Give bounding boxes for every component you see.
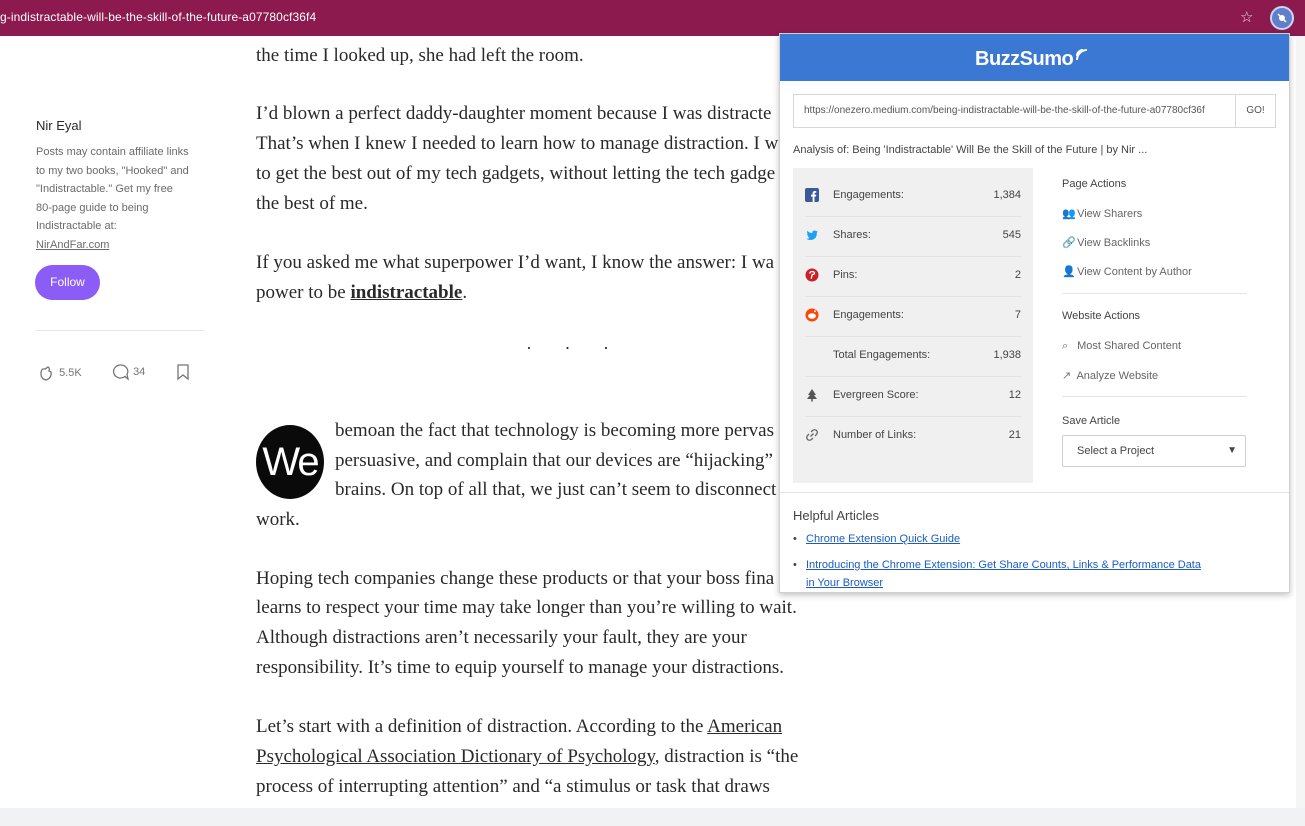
actions-divider — [1062, 293, 1247, 294]
article-line: work. — [256, 509, 300, 530]
page-actions-title: Page Actions — [1062, 178, 1127, 190]
bookmark-button[interactable] — [176, 363, 190, 381]
user-icon: 👤 — [1062, 266, 1076, 278]
chrome-extension-guide-link[interactable]: Chrome Extension Quick Guide — [806, 533, 961, 545]
stat-row: Engagements: 7 — [805, 296, 1021, 337]
sidebar-divider — [36, 330, 204, 331]
clap-button[interactable] — [36, 363, 82, 383]
bottom-strip — [0, 808, 1305, 826]
article-line: power to be indistractable. — [256, 282, 468, 303]
article-line: I’d blown a perfect daddy-daughter moment because I was distracte — [256, 103, 772, 124]
buzzsumo-logo: BuzzSumo — [975, 48, 1073, 71]
apa-dictionary-link[interactable]: Psychological Association Dictionary of Psychology — [256, 746, 655, 767]
article-line: to get the best out of my tech gadgets, without letting the tech gadge — [256, 163, 776, 184]
bookmark-icon — [176, 363, 190, 381]
author-bio: Posts may contain affiliate links to my two books, "Hooked" and "Indistractable." Get my free 80-page guide to being Indistractable at: NirAndFar.com — [36, 143, 212, 254]
stat-row: Pins: 2 — [805, 256, 1021, 297]
view-sharers-link[interactable]: 👥 View Sharers — [1062, 208, 1143, 220]
article-line: If you asked me what superpower I’d want, I know the answer: I wa — [256, 252, 775, 273]
save-article-title: Save Article — [1062, 415, 1121, 427]
popup-divider — [780, 492, 1289, 493]
article-line: persuasive, and complain that our devices are “hijacking” — [335, 450, 773, 471]
article-line: That’s when I knew I needed to learn how to manage distraction. I w — [256, 133, 779, 154]
author-name[interactable]: Nir Eyal — [36, 118, 82, 133]
signal-waves-icon — [1073, 44, 1093, 64]
stat-row: Engagements: 1,384 — [805, 176, 1021, 217]
twitter-icon — [805, 228, 819, 242]
link-icon: 🔗 — [1062, 237, 1076, 249]
address-bar-url[interactable]: g-indistractable-will-be-the-skill-of-the-future-a07780cf36f4 — [0, 10, 317, 24]
analysis-title: Analysis of: Being 'Indistractable' Will Be the Skill of the Future | by Nir ... — [793, 144, 1148, 156]
article-line: Although distractions aren’t necessarily your fault, they are your — [256, 627, 747, 648]
browser-toolbar — [0, 0, 1305, 36]
chevron-down-icon: ▼ — [1227, 445, 1237, 456]
stat-row: Number of Links: 21 — [805, 416, 1021, 456]
scrollbar-gutter[interactable] — [1296, 36, 1305, 808]
search-icon: ⌕ — [1062, 340, 1069, 352]
article-line: Psychological Association Dictionary of Psychology, distraction is “the — [256, 746, 799, 767]
actions-divider — [1062, 396, 1247, 397]
article-line: the time I looked up, she had left the room. — [256, 45, 584, 66]
helpful-articles-title: Helpful Articles — [793, 508, 879, 523]
follow-button[interactable]: Follow — [35, 265, 100, 300]
author-website-link[interactable]: NirAndFar.com — [36, 238, 110, 251]
article-line: learns to respect your time may take longer than you’re willing to wait. — [256, 597, 797, 618]
analysis-url-input[interactable]: https://onezero.medium.com/being-indistractable-will-be-the-skill-of-the-future-a07780cf36f — [793, 94, 1236, 128]
comment-icon — [112, 363, 130, 381]
analyze-website-link[interactable]: ↗ Analyze Website — [1062, 370, 1159, 382]
view-content-by-author-link[interactable]: 👤 View Content by Author — [1062, 266, 1192, 278]
stat-row: Shares: 545 — [805, 216, 1021, 257]
trend-icon: ↗ — [1062, 370, 1072, 382]
apa-link[interactable]: American — [707, 716, 783, 737]
article-line: process of interrupting attention” and “a stimulus or task that draws — [256, 776, 770, 797]
responses-button[interactable] — [112, 363, 145, 381]
article-line: brains. On top of all that, we just can’t seem to disconnect — [335, 479, 777, 500]
users-icon: 👥 — [1062, 208, 1076, 220]
section-break: · · · — [526, 338, 623, 358]
drop-cap: We — [256, 425, 324, 499]
article-line: responsibility. It’s time to equip yourself to manage your distractions. — [256, 657, 785, 678]
buzzsumo-popup: BuzzSumo https://onezero.medium.com/being-indistractable-will-be-the-skill-of-the-future-a07780cf36f GO! Analysis of: Being 'Indistractable' Will Be the Skill of the Future | by Nir ... Engagements: 1,384 Shares: 545 Pins: 2 Engagements: 7 Total Engagements: 1,938 Evergreen Score: 12 Number of Links: 21 Page Actions 👥 View Sharers 🔗 View Backlinks 👤 View Content by Author Website Actions ⌕ Most Shared Content ↗ Analyze Website Save Article Select a Project ▼ Helpful Articles • Chrome Extension Quick Guide • Introducing the Chrome Extension: Get Share Counts, Links & Performance Data in Your Browser — [779, 33, 1290, 593]
stats-panel — [793, 168, 1033, 483]
indistractable-link[interactable]: indistractable — [350, 282, 463, 303]
article-line: Hoping tech companies change these products or that your boss fina — [256, 568, 775, 589]
article-line: the best of me. — [256, 193, 368, 214]
reddit-icon — [805, 308, 819, 322]
introducing-extension-link[interactable]: Introducing the Chrome Extension: Get Share Counts, Links & Performance Data in Your Browser — [806, 559, 1201, 589]
most-shared-content-link[interactable]: ⌕ Most Shared Content — [1062, 340, 1182, 352]
link-icon — [805, 428, 819, 442]
article-line: bemoan the fact that technology is becoming more pervas — [335, 420, 774, 441]
evergreen-tree-icon — [805, 388, 819, 402]
responses-count: 34 — [133, 365, 146, 378]
article-line: Let’s start with a definition of distraction. According to the American — [256, 716, 783, 737]
stat-row: Total Engagements: 1,938 — [805, 336, 1021, 377]
buzzsumo-extension-icon[interactable] — [1270, 6, 1294, 30]
popup-header — [780, 34, 1289, 81]
facebook-icon — [805, 188, 819, 202]
pinterest-icon — [805, 268, 819, 282]
website-actions-title: Website Actions — [1062, 310, 1141, 322]
bookmark-star-icon[interactable]: ☆ — [1240, 9, 1254, 26]
view-backlinks-link[interactable]: 🔗 View Backlinks — [1062, 237, 1151, 249]
clap-icon — [36, 363, 56, 383]
stat-row: Evergreen Score: 12 — [805, 376, 1021, 417]
project-select[interactable]: Select a Project ▼ — [1062, 435, 1246, 467]
go-button[interactable]: GO! — [1236, 94, 1276, 128]
clap-count: 5.5K — [59, 366, 82, 379]
